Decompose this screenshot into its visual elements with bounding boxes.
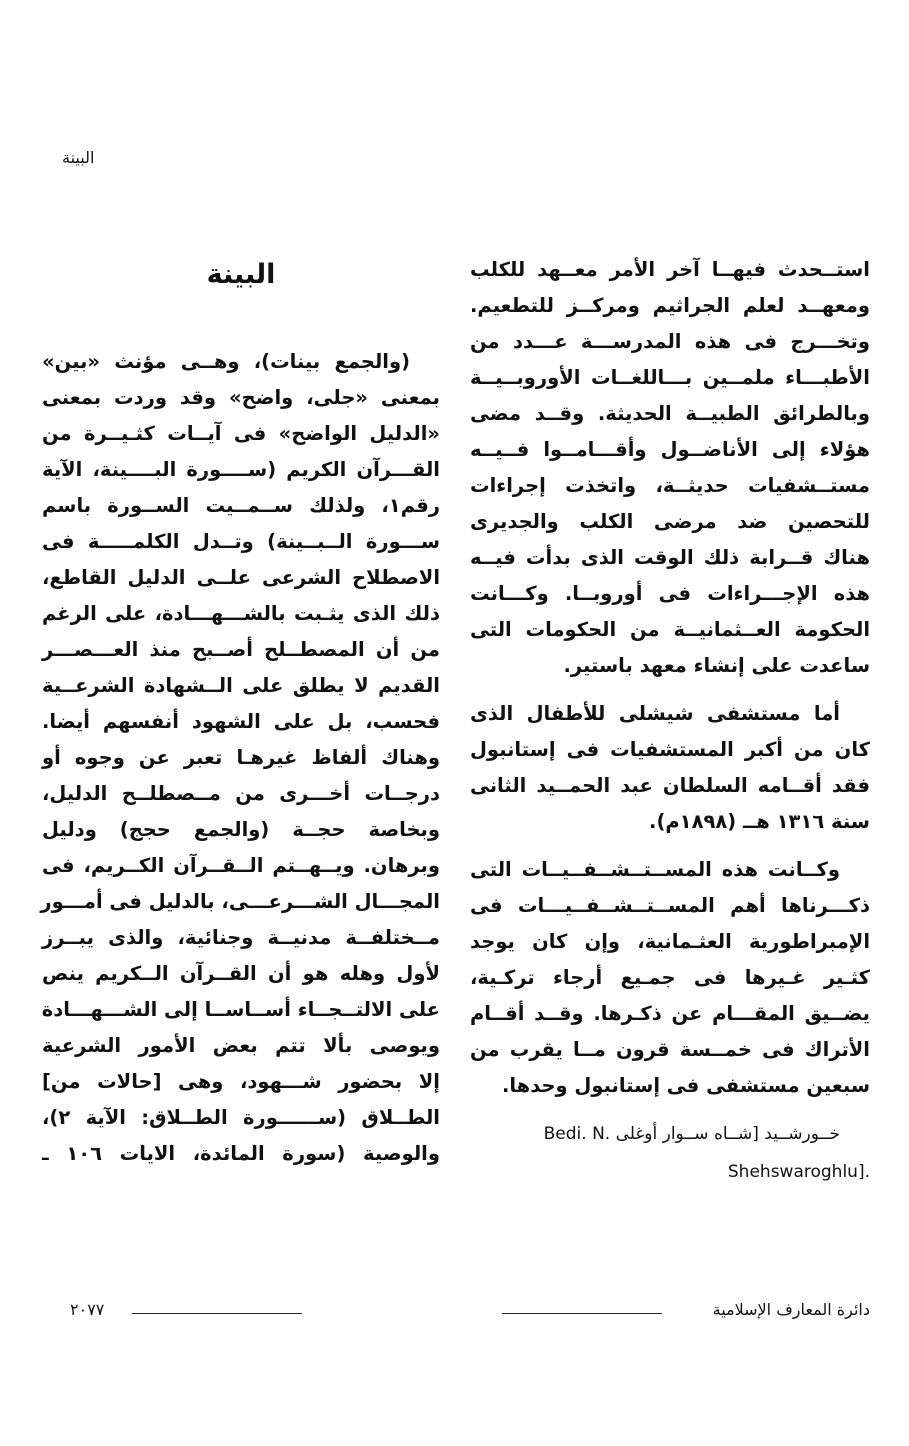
text-line: سنة ١٣١٦ هــ (١٨٩٨م).	[649, 810, 870, 833]
text-line: ويوصى بألا تتم بعض الأمور الشرعية	[42, 1034, 440, 1057]
text-line: ومعهــد لعلم الجراثيم ومركــز للتطعيم.	[470, 294, 870, 317]
text-line: هؤلاء إلى الأناضــول وأقـــامــوا فــيــه	[470, 438, 870, 461]
text-line: كان من أكبر المستشفيات فى إستانبول	[470, 738, 870, 761]
paragraph-gap	[470, 684, 870, 696]
text-line: على الالتــجــاء أســاســا إلى الشـــهـــادة	[41, 998, 440, 1021]
left-column	[42, 252, 440, 1172]
text-line: المجـــال الشـــرعـــى، بالدليل فى أمـــور	[40, 890, 440, 913]
text-line: وبخاصة حجــة (والجمع حجج) ودليل	[42, 818, 440, 841]
text-line: أما مستشفى شيشلى للأطفال الذى	[470, 702, 840, 725]
paragraph	[470, 852, 870, 1104]
text-line: إلا بحضور شـــهود، وهى [حالات من]	[42, 1070, 440, 1093]
text-line: والوصية (سورة المائدة، الايات ١٠٦ ـ	[42, 1142, 440, 1165]
text-line: هناك قــرابة ذلك الوقت الذى بدأت فيــه	[470, 546, 870, 569]
text-line: القديم لا يطلق على الــشهادة الشرعــية	[42, 674, 440, 697]
text-line: بمعنى «جلى، واضح» وقد وردت بمعنى	[42, 386, 440, 409]
text-line: كثـير غـيرها فى جمـيع أرجاء تركـية،	[470, 966, 870, 989]
footer-rule	[502, 1313, 662, 1314]
text-line: هذه الإجـــراءات فى أوروبــا. وكـــانت	[470, 582, 870, 605]
text-line: «الدليل الواضح» فى آيــات كثـيــرة من	[42, 422, 440, 445]
text-line: ساعدت على إنشاء معهد باستير.	[563, 654, 870, 677]
text-line: ســـورة الــبــينة) وتــدل الكلمـــــة فى	[42, 530, 440, 553]
text-line: من أن المصطــلح أصــبح منذ العـــصـــر	[42, 638, 440, 661]
text-line: وتخـــرج فى هذه المدرســـة عـــدد من	[470, 330, 870, 353]
text-line: القـــرآن الكريم (ســــورة البــــينة، الآية	[42, 458, 440, 481]
text-line: مستــشفيات حديثــة، واتخذت إجراءات	[470, 474, 870, 497]
text-line: الطــلاق (ســــــورة الطــلاق: الآية ٢)،	[42, 1106, 440, 1129]
text-line: الاصطلاح الشرعى علــى الدليل القاطع،	[42, 566, 440, 589]
paragraph	[42, 344, 440, 1172]
paragraph-gap	[470, 840, 870, 852]
text-line: وبالطرائق الطبيــة الحديثة. وقــد مضى	[470, 402, 870, 425]
text-line: وبرهان. ويــهــتم الــقــرآن الكــريم، فى	[42, 854, 440, 877]
text-line: الأتراك فى خمــسة قرون مــا يقرب من	[470, 1038, 870, 1061]
citation-line: خــورشــيد [شــاه ســوار أوغلى .Bedi. N	[543, 1124, 840, 1144]
text-line: مــختلفــة مدنيــة وجنائية، والذى يبــرز	[42, 926, 440, 949]
text-line: سبعين مستشفى فى إستانبول وحدها.	[501, 1074, 870, 1097]
text-line: درجــات أخـــرى من مــصطلــح الدليل،	[42, 782, 440, 805]
text-line: فقد أقــامه السلطان عبد الحمــيد الثانى	[470, 774, 870, 797]
text-line: فحسب، بل على الشهود أنفسهم أيضا.	[42, 710, 440, 733]
text-line: الإمبراطورية العثـمانية، وإن كان يوجد	[470, 930, 870, 953]
running-head: البينة	[62, 148, 95, 167]
paragraph	[470, 696, 870, 840]
text-line: ذكـــرناها أهم المســتــشــفــيـــات فى	[470, 894, 870, 917]
text-line: رقم١، ولذلك ســمــيت الســورة باسم	[42, 494, 440, 517]
article-title: البينة	[206, 259, 276, 290]
paragraph-gap	[470, 1104, 870, 1116]
text-line: الحكومة العــثمانيــة من الحكومات التى	[470, 618, 870, 641]
text-line: للتحصين ضد مرضى الكلب والجديرى	[470, 510, 870, 533]
page-number: ٢٠٧٧	[70, 1300, 105, 1319]
text-line: استــحدث فيهــا آخر الأمر معــهد للكلب	[470, 258, 870, 281]
page-footer	[62, 1300, 870, 1324]
text-line: يضــيق المقـــام عن ذكـرها. وقــد أقــام	[470, 1002, 870, 1025]
citation	[470, 1116, 870, 1192]
text-line: وهناك ألفاظ غيرهـا تعبر عن وجوه أو	[42, 746, 440, 769]
text-line: (والجمع بينات)، وهــى مؤنث «بين»	[42, 350, 410, 373]
text-line: وكــانت هذه المســتــشــفــيــات التى	[470, 858, 840, 881]
text-line: الأطبـــاء ملمــين بـــاللغــات الأوروبــيــة	[470, 366, 870, 389]
footer-rule	[132, 1313, 302, 1314]
text-line: ذلك الذى يثـبت بالشـــهـــادة، على الرغم	[42, 602, 440, 625]
footer-journal-title: دائرة المعارف الإسلامية	[712, 1300, 870, 1319]
text-line: لأول وهله هو أن القــرآن الــكريم ينص	[42, 962, 440, 985]
paragraph	[470, 252, 870, 684]
right-column	[470, 252, 870, 1192]
citation-line: .[Shehswaroghlu	[727, 1162, 870, 1182]
